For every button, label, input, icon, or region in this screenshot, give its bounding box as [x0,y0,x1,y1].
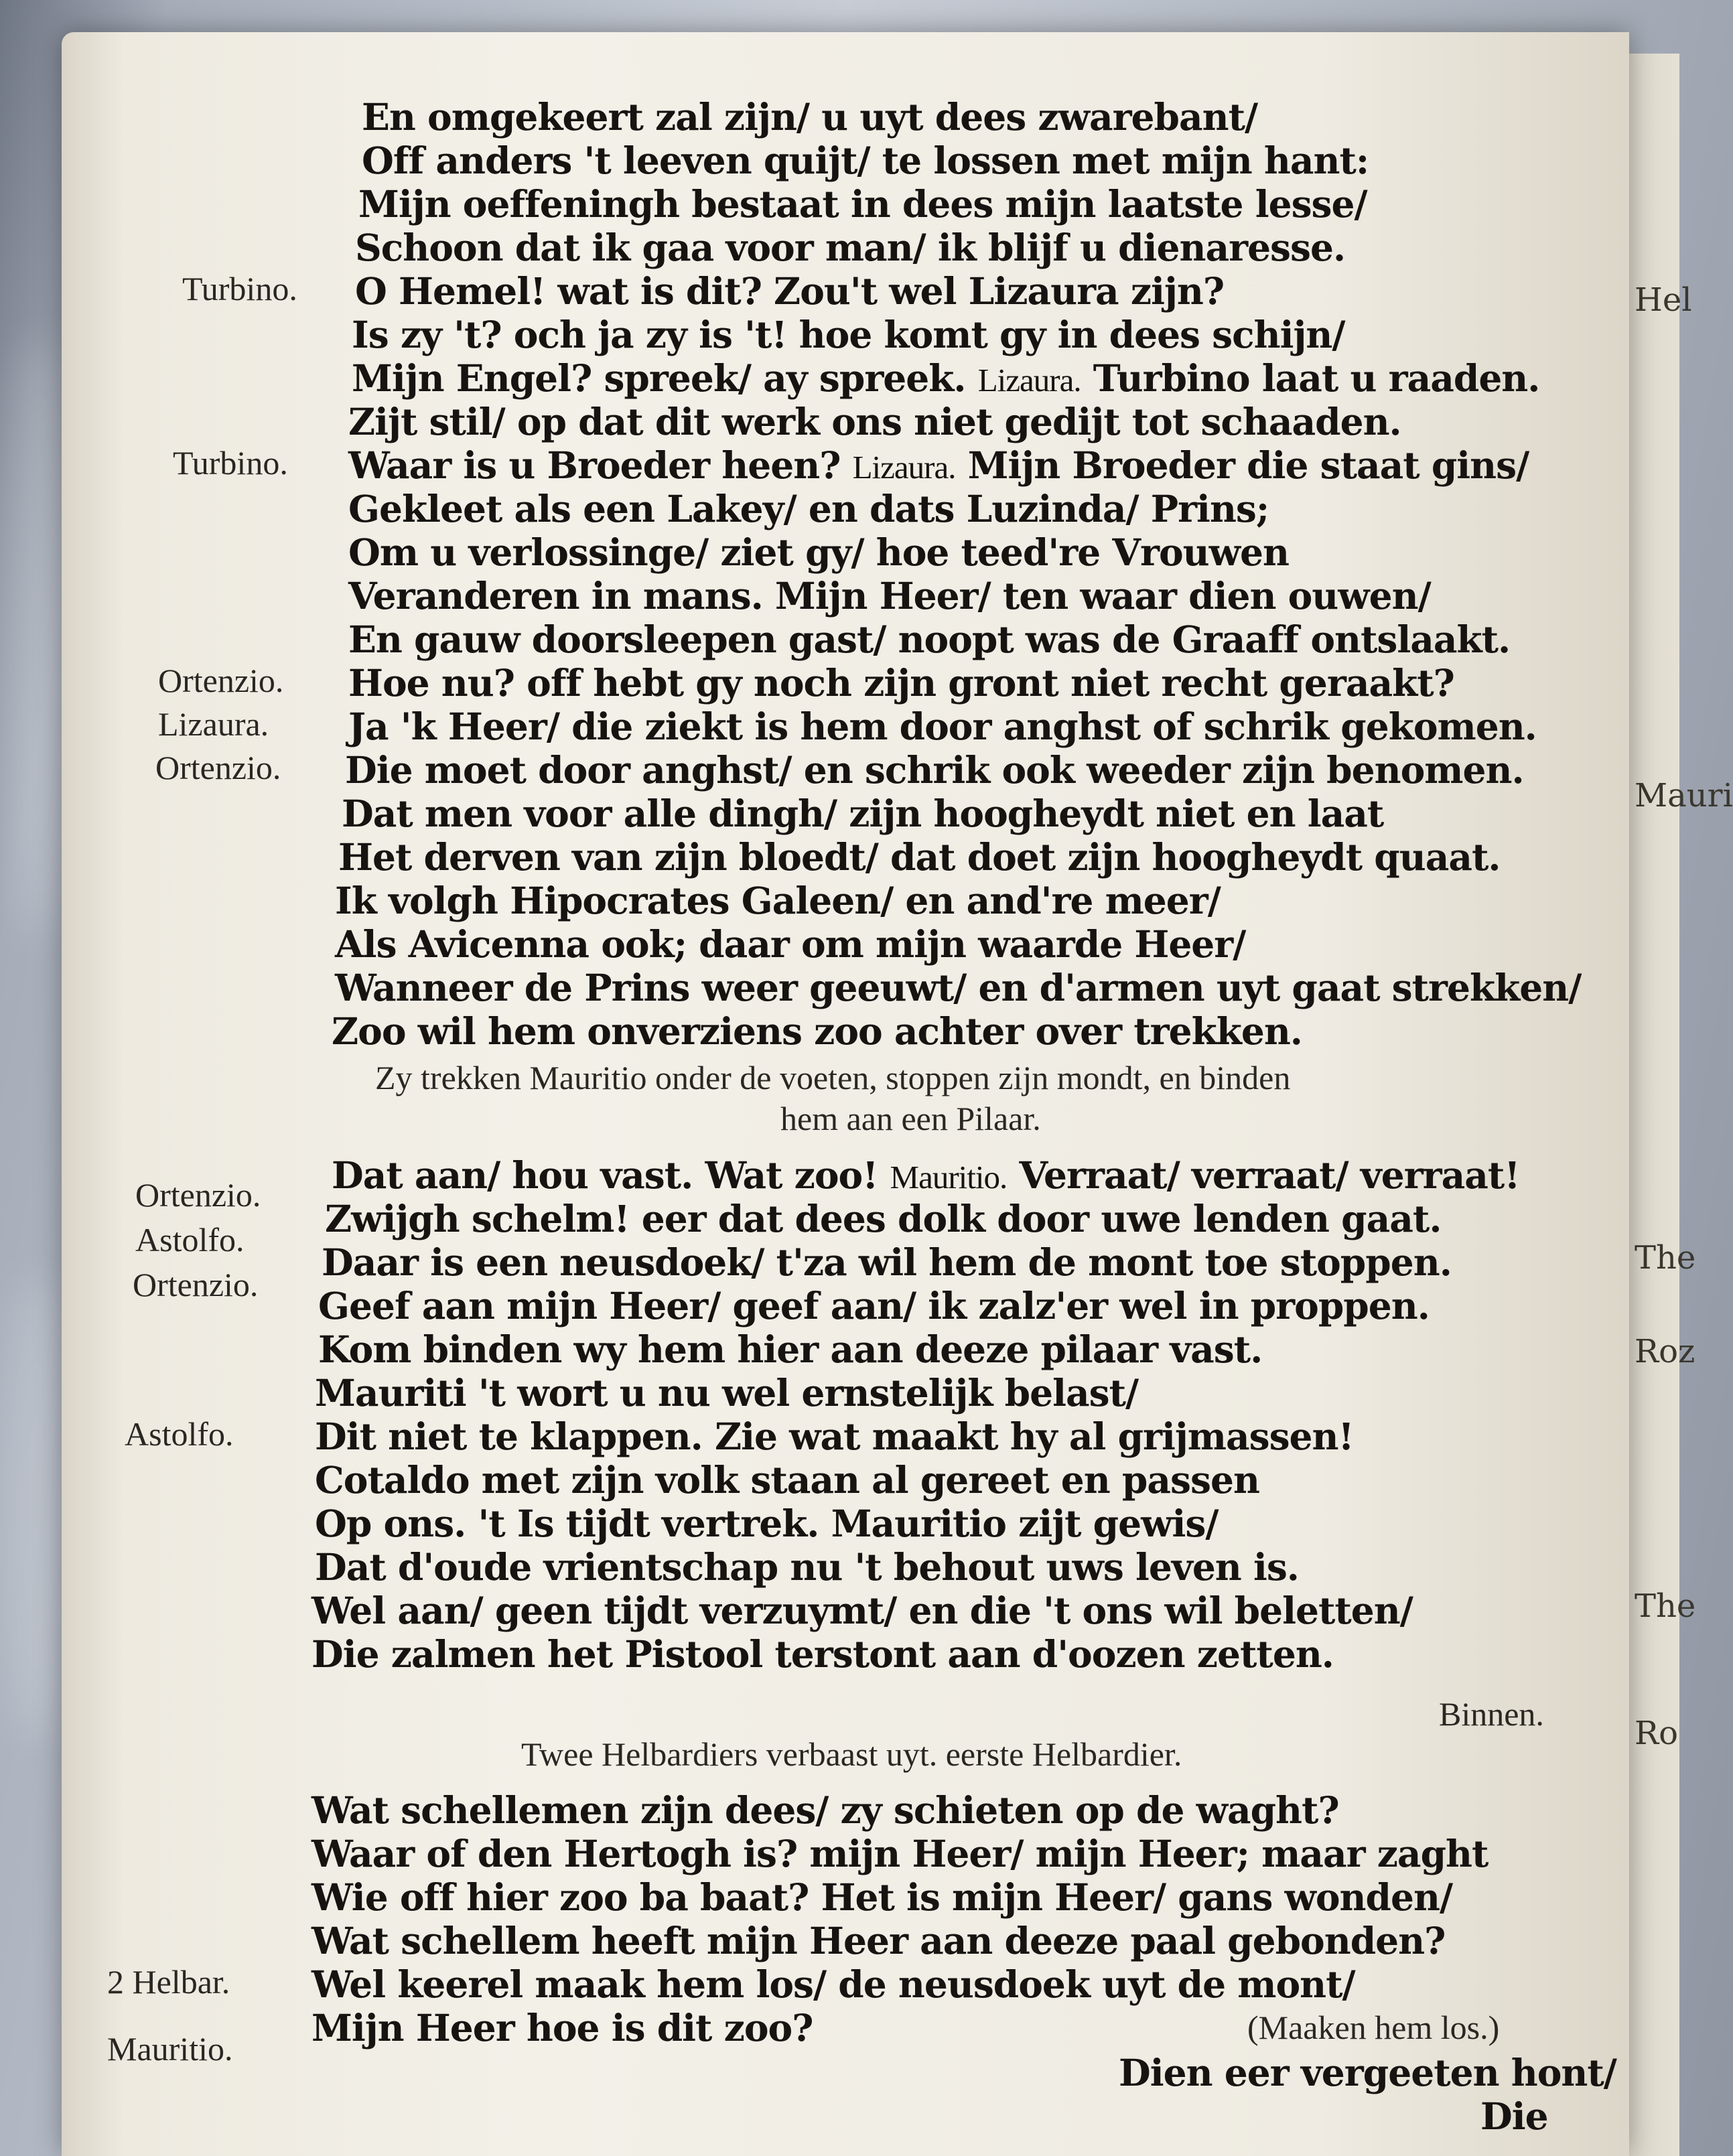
speaker-name: Ortenzio. [155,749,281,786]
verse-line: Mijn Heer hoe is dit zoo? [311,2006,813,2050]
speaker-name: Turbino. [182,270,297,307]
stage-direction: Twee Helbardiers verbaast uyt. eerste Helbardier. [521,1735,1182,1773]
verse-line [332,1153,1519,1197]
margin-fragment: Hel [1635,281,1692,319]
verse-line: Kom binden wy hem hier aan deeze pilaar vast. [318,1327,1263,1371]
verse-line: Ja 'k Heer/ die ziekt is hem door anghst of schrik gekomen. [348,705,1537,748]
verse-line: Is zy 't? och ja zy is 't! hoe komt gy in dees schijn/ [352,313,1345,356]
verse-line: Zwijgh schelm! eer dat dees dolk door uwe lenden gaat. [325,1197,1442,1240]
margin-fragment: Roz [1635,1333,1695,1370]
verse-line: Wat schellemen zijn dees/ zy schieten op de waght? [311,1788,1339,1832]
verse-line: Off anders 't leeven quijt/ te lossen met mijn hant: [362,139,1369,182]
stage-direction: Binnen. [1439,1695,1544,1733]
verse-line: Die moet door anghst/ en schrik ook weeder zijn benomen. [345,748,1524,792]
verse-line: Op ons. 't Is tijdt vertrek. Mauritio zijt gewis/ [315,1502,1219,1545]
verse-line: Daar is een neusdoek/ t'za wil hem de mont toe stoppen. [322,1240,1452,1284]
verse-text: Mijn Engel? spreek/ ay spreek. [352,356,966,400]
speaker-name: Ortenzio. [158,662,284,699]
verse-line: Dat men voor alle dingh/ zijn hoogheydt niet en laat [342,792,1384,835]
verse-line: Gekleet als een Lakey/ en dats Luzinda/ Prins; [348,487,1269,530]
verse-line: Cotaldo met zijn volk staan al gereet en passen [315,1458,1259,1502]
verse-line: Het derven van zijn bloedt/ dat doet zijn hoogheydt quaat. [338,835,1501,879]
verse-text: Waar is u Broeder heen? [348,443,841,487]
verse-line: Hoe nu? off hebt gy noch zijn gront niet recht geraakt? [348,661,1454,705]
speaker-name: Mauritio. [107,2030,233,2068]
margin-fragment: The [1635,1239,1696,1277]
verse-line: Veranderen in mans. Mijn Heer/ ten waar dien ouwen/ [348,574,1431,618]
verse-line: Wanneer de Prins weer geeuwt/ en d'armen uyt gaat strekken/ [335,966,1582,1009]
stage-direction: hem aan een Pilaar. [780,1100,1041,1137]
verse-line: Ik volgh Hipocrates Galeen/ en and're meer/ [335,879,1221,922]
verse-line: Om u verlossinge/ ziet gy/ hoe teed're Vrouwen [348,530,1289,574]
verse-line: En gauw doorsleepen gast/ noopt was de Graaff ontslaakt. [348,618,1511,661]
speaker-name: Lizaura. [158,705,269,743]
verse-line: Dit niet te klappen. Zie wat maakt hy al grijmassen! [315,1415,1354,1458]
verse-line: Wel keerel maak hem los/ de neusdoek uyt de mont/ [311,1962,1355,2006]
speaker-name: Ortenzio. [133,1266,259,1303]
verse-text: Verraat/ verraat/ verraat! [1019,1153,1520,1197]
verse-line: O Hemel! wat is dit? Zou't wel Lizaura zijn? [355,269,1225,313]
speaker-name: 2 Helbar. [107,1963,230,2001]
verse-line: Zijt stil/ op dat dit werk ons niet gedijt tot schaaden. [348,400,1401,443]
verse-line: Waar of den Hertogh is? mijn Heer/ mijn Heer; maar zaght [311,1832,1488,1875]
verse-line: En omgekeert zal zijn/ u uyt dees zwarebant/ [362,95,1258,139]
inline-speaker: Lizaura. [977,362,1081,399]
stage-direction: Zy trekken Mauritio onder de voeten, stoppen zijn mondt, en binden [375,1059,1291,1096]
verse-line: Dien eer vergeeten hont/ [1119,2051,1616,2094]
verse-line: Schoon dat ik gaa voor man/ ik blijf u dienaresse. [355,226,1346,269]
verse-line: Wie off hier zoo ba baat? Het is mijn Heer/ gans wonden/ [311,1875,1453,1919]
speaker-name: Turbino. [173,444,288,482]
stage-direction: (Maaken hem los.) [1247,2009,1500,2046]
verse-line: Wat schellem heeft mijn Heer aan deeze paal gebonden? [311,1919,1446,1962]
verse-text: Dat aan/ hou vast. Wat zoo! [332,1153,878,1197]
verse-line: Geef aan mijn Heer/ geef aan/ ik zalz'er wel in proppen. [318,1284,1430,1327]
verse-text: Turbino laat u raaden. [1093,356,1540,400]
verse-line [352,356,1539,400]
verse-line [348,443,1529,487]
verse-line: Zoo wil hem onverziens zoo achter over trekken. [332,1009,1302,1053]
verse-text: Mijn Broeder die staat gins/ [967,443,1529,487]
speaker-name: Astolfo. [135,1221,245,1259]
verse-line: Als Avicenna ook; daar om mijn waarde Heer/ [335,922,1246,966]
margin-fragment: Ro [1635,1715,1679,1752]
catchword: Die [1480,2094,1548,2138]
margin-fragment: Mauri [1635,777,1733,814]
verse-line: Wel aan/ geen tijdt verzuymt/ en die 't ons wil beletten/ [311,1589,1413,1632]
verse-line: Dat d'oude vrientschap nu 't behout uws leven is. [315,1545,1299,1589]
verse-line: Mijn oeffeningh bestaat in dees mijn laatste lesse/ [358,182,1367,226]
speaker-name: Ortenzio. [135,1176,261,1214]
inline-speaker: Mauritio. [890,1159,1008,1196]
speaker-name: Astolfo. [125,1415,234,1453]
verse-line: Mauriti 't wort u nu wel ernstelijk belast/ [315,1371,1139,1415]
verse-line: Die zalmen het Pistool terstont aan d'oozen zetten. [311,1632,1334,1676]
margin-fragment: The [1635,1587,1696,1625]
inline-speaker: Lizaura. [852,449,956,486]
